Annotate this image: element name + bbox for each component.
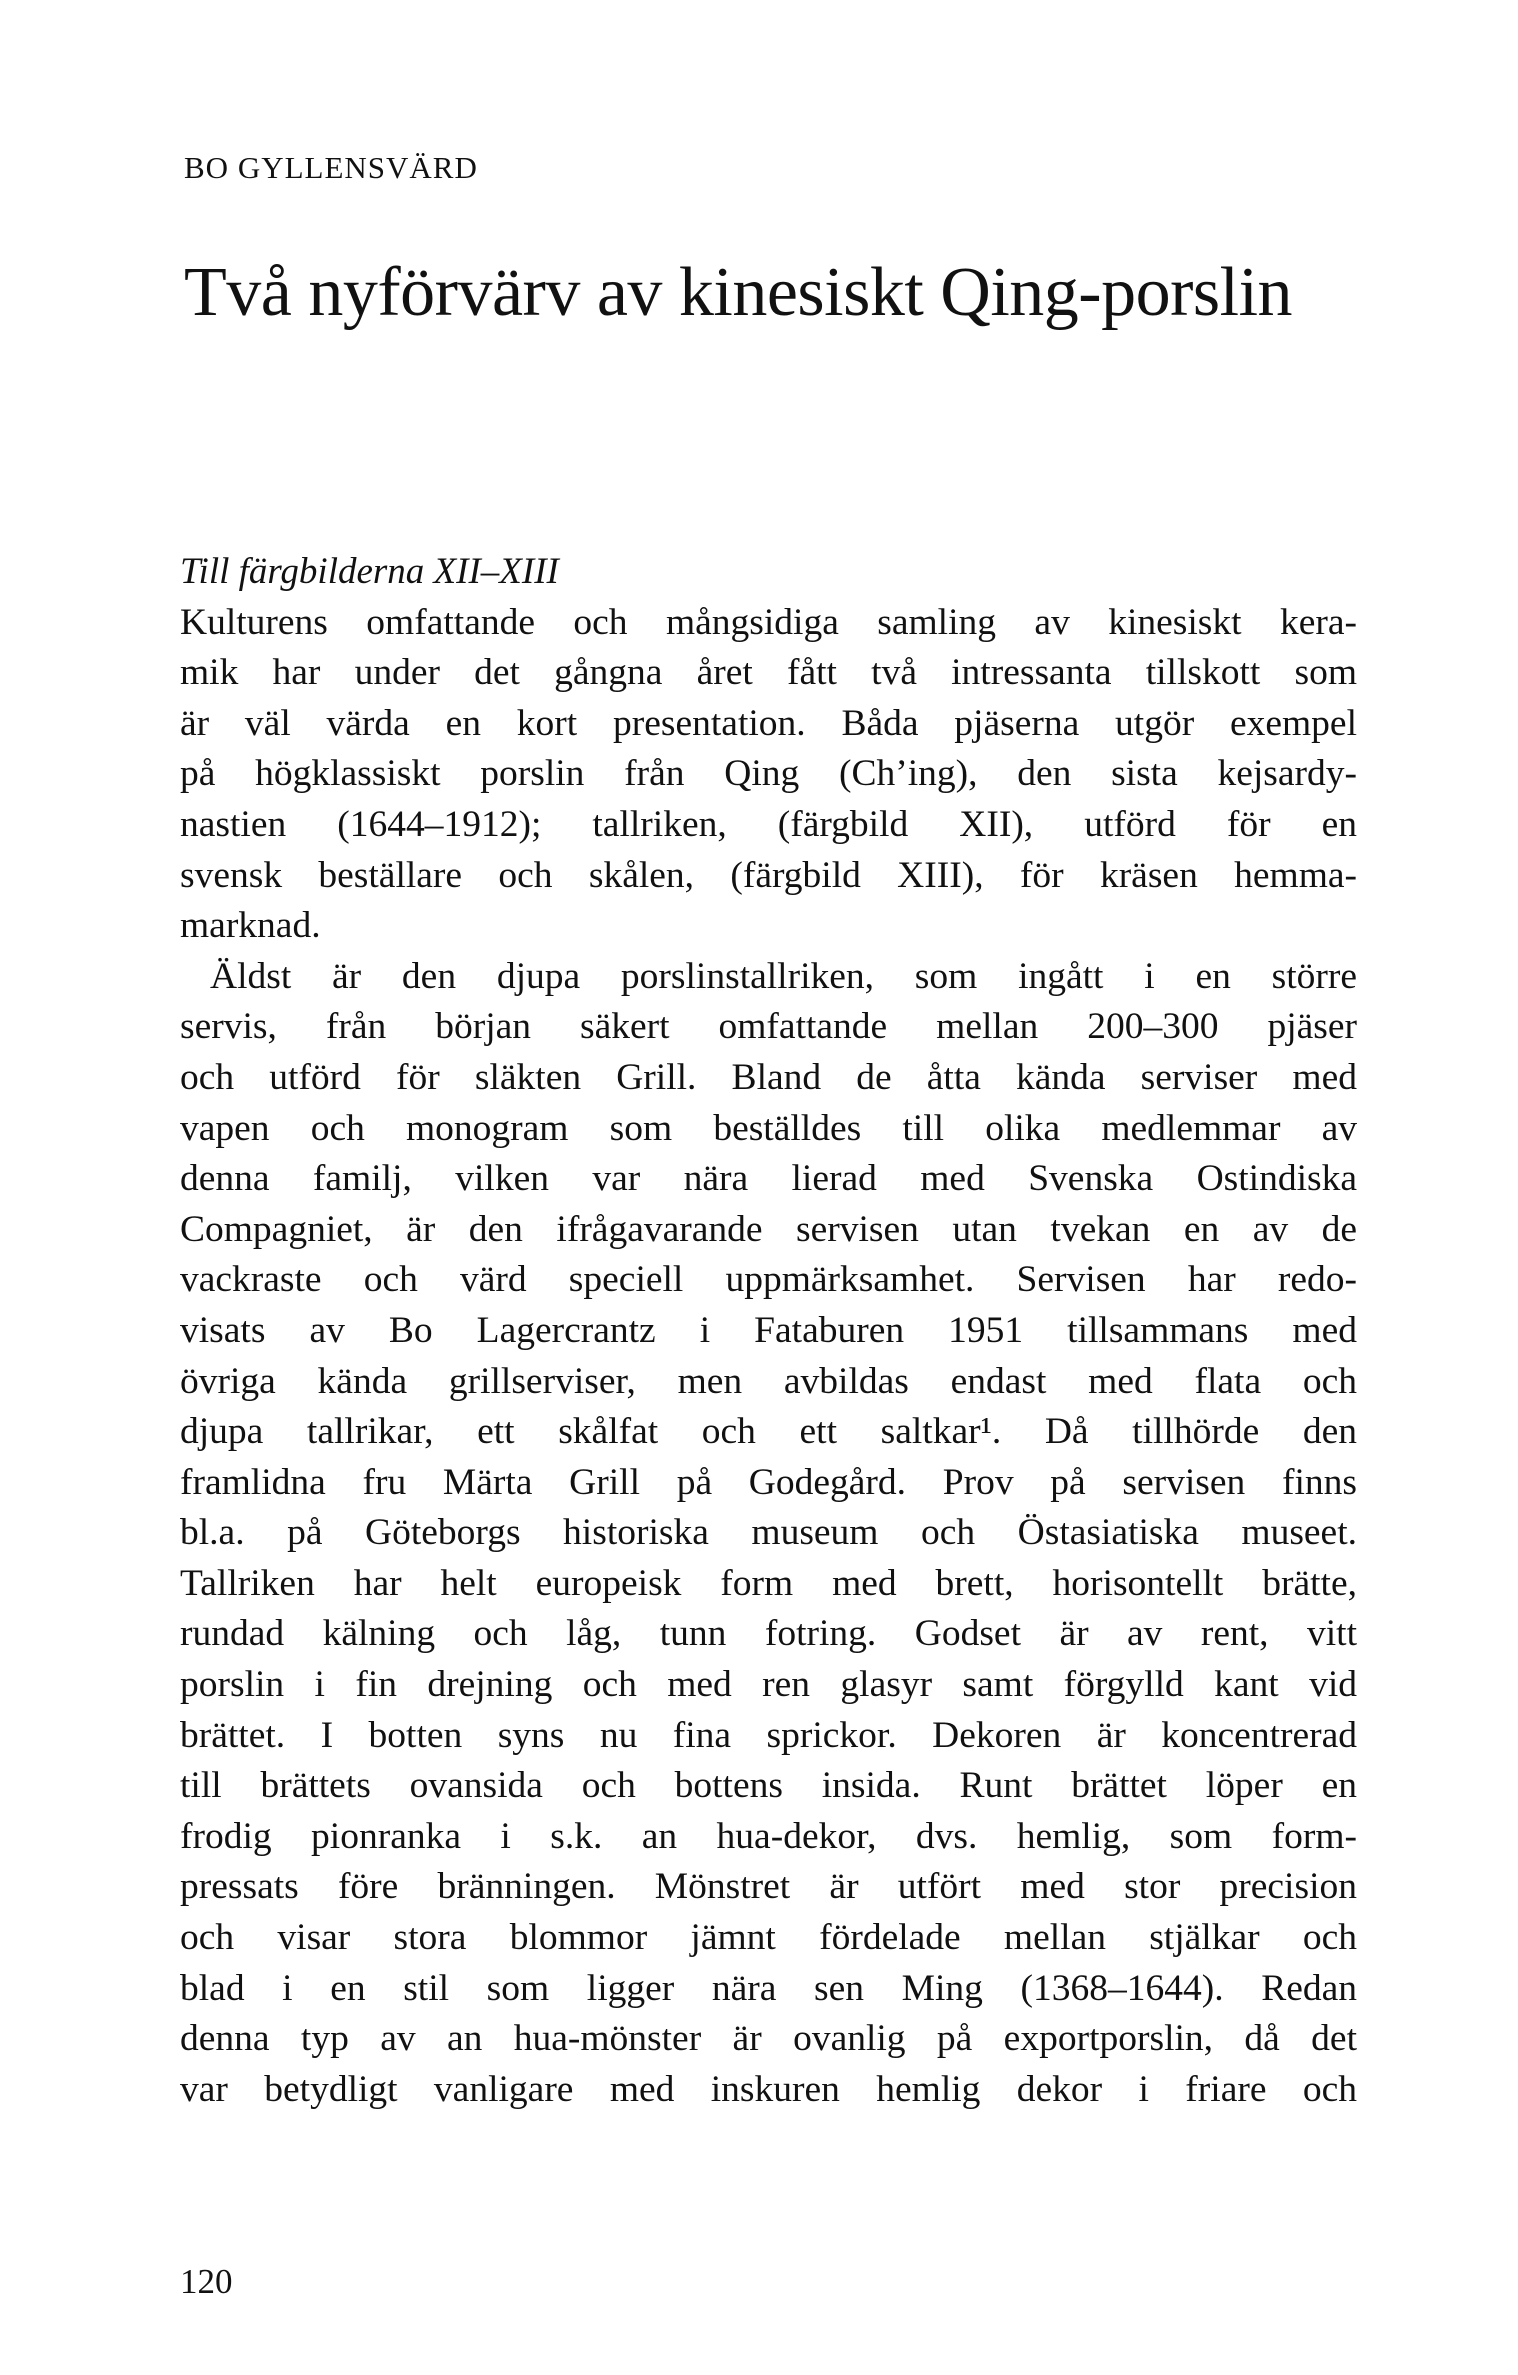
text-line: mik har under det gångna året fått två intressanta tillskott som: [180, 652, 1357, 694]
text-line: denna typ av an hua-mönster är ovanlig på exportporslin, då det: [180, 2018, 1357, 2060]
text-line: till brättets ovansida och bottens insida. Runt brättet löper en: [180, 1765, 1357, 1807]
text-line: blad i en stil som ligger nära sen Ming (1368–1644). Redan: [180, 1967, 1357, 2009]
text-line: vackraste och värd speciell uppmärksamhet. Servisen har redo-: [180, 1259, 1357, 1301]
article-body: [180, 547, 1357, 2115]
text-line: djupa tallrikar, ett skålfat och ett saltkar¹. Då tillhörde den: [180, 1411, 1357, 1453]
text-line: visats av Bo Lagercrantz i Fataburen 1951 tillsammans med: [180, 1309, 1357, 1351]
text-line: och visar stora blommor jämnt fördelade mellan stjälkar och: [180, 1917, 1357, 1959]
text-line: övriga kända grillserviser, men avbildas endast med flata och: [180, 1360, 1357, 1402]
text-line: nastien (1644–1912); tallriken, (färgbild XII), utförd för en: [180, 803, 1357, 845]
text-line: denna familj, vilken var nära lierad med Svenska Ostindiska: [180, 1158, 1357, 1200]
text-line: på högklassiskt porslin från Qing (Ch’ing), den sista kejsardy-: [180, 753, 1357, 795]
text-line: svensk beställare och skålen, (färgbild XIII), för kräsen hemma-: [180, 854, 1357, 896]
text-line: Äldst är den djupa porslinstallriken, som ingått i en större: [210, 955, 1357, 997]
text-line: rundad kälning och låg, tunn fotring. Godset är av rent, vitt: [180, 1613, 1357, 1655]
paragraph-2: [180, 952, 1357, 2116]
text-line: Tallriken har helt europeisk form med brett, horisontellt brätte,: [180, 1562, 1357, 1604]
figure-caption: Till färgbilderna XII–XIII: [180, 551, 559, 592]
text-line: marknad.: [180, 905, 321, 947]
text-line: brättet. I botten syns nu fina sprickor. Dekoren är koncentrerad: [180, 1714, 1357, 1756]
text-line: är väl värda en kort presentation. Båda pjäserna utgör exempel: [180, 702, 1357, 744]
text-line: och utförd för släkten Grill. Bland de åtta kända serviser med: [180, 1056, 1357, 1098]
text-line: framlidna fru Märta Grill på Godegård. Prov på servisen finns: [180, 1461, 1357, 1503]
text-line: porslin i fin drejning och med ren glasyr samt förgylld kant vid: [180, 1664, 1357, 1706]
page-number: 120: [180, 2262, 233, 2301]
article-title: Två nyförvärv av kinesiskt Qing-porslin: [184, 254, 1293, 331]
text-line: vapen och monogram som beställdes till olika medlemmar av: [180, 1107, 1357, 1149]
text-line: Compagniet, är den ifrågavarande servisen utan tvekan en av de: [180, 1208, 1357, 1250]
text-line: bl.a. på Göteborgs historiska museum och Östasiatiska museet.: [180, 1512, 1357, 1554]
text-line: servis, från början säkert omfattande mellan 200–300 pjäser: [180, 1006, 1357, 1048]
text-line: var betydligt vanligare med inskuren hemlig dekor i friare och: [180, 2068, 1357, 2110]
author-name: BO GYLLENSVÄRD: [184, 150, 478, 185]
paragraph-1: [180, 598, 1357, 952]
text-line: Kulturens omfattande och mångsidiga samling av kinesiskt kera-: [180, 601, 1357, 643]
text-line: frodig pionranka i s.k. an hua-dekor, dvs. hemlig, som form-: [180, 1815, 1357, 1857]
text-line: pressats före bränningen. Mönstret är utfört med stor precision: [180, 1866, 1357, 1908]
